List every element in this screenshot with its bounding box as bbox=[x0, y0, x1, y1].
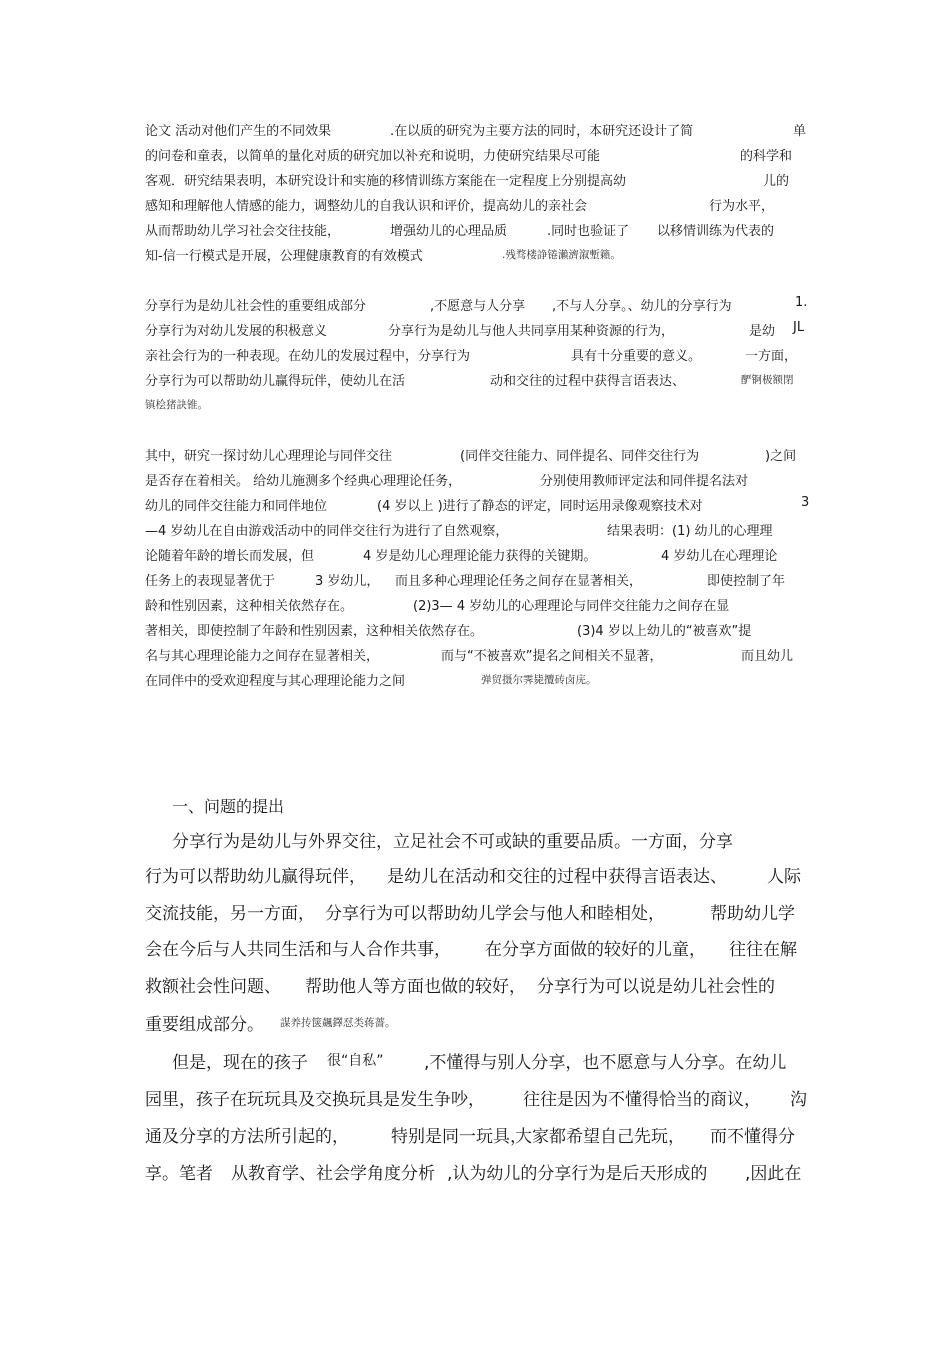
text-segment: 论文 活动对他们产生的不同效果 bbox=[145, 124, 332, 139]
garbled-text: 镇桧猪訣锥。 bbox=[145, 399, 208, 411]
text-segment: ,认为幼儿的分享行为是后天形成的 bbox=[447, 1164, 708, 1184]
text-segment: 往往是因为不懂得恰当的商议， bbox=[523, 1090, 761, 1110]
garbled-text: 酽锕极额閉 bbox=[741, 374, 794, 386]
text-segment: 而且多种心理理论任务之间存在显著相关， bbox=[395, 574, 643, 589]
text-segment: 4 岁幼儿在心理理论 bbox=[661, 549, 778, 564]
text-segment: 具有十分重要的意义。 bbox=[571, 349, 702, 364]
text-segment: ,不与人分享。、幼儿的分享行为 bbox=[552, 299, 732, 314]
text-segment: 享。笔者 bbox=[145, 1164, 213, 1184]
text-segment: 亲社会行为的一种表现。在幼儿的发展过程中，分享行为 bbox=[145, 349, 471, 364]
text-segment: 是幼儿在活动和交往的过程中获得言语表达、 bbox=[387, 867, 727, 887]
text-segment: 分享行为对幼儿发展的积极意义 bbox=[145, 324, 328, 339]
text-segment: 名与其心理理论能力之间存在显著相关， bbox=[145, 649, 380, 664]
text-segment: —4 岁幼儿在自由游戏活动中的同伴交往行为进行了自然观察， bbox=[145, 524, 509, 539]
text-segment: 分享行为是幼儿与外界交往，立足社会不可或缺的重要品质。一方面，分享 bbox=[172, 832, 733, 852]
text-segment: 儿的 bbox=[763, 174, 790, 189]
text-segment: 帮助幼儿学 bbox=[710, 904, 795, 924]
text-segment: 的科学和 bbox=[740, 149, 793, 164]
text-segment: 分享行为可以帮助幼儿学会与他人和睦相处， bbox=[325, 904, 665, 924]
text-segment: .同时也验证了 bbox=[547, 224, 630, 239]
text-segment: 救额社会性问题、 bbox=[145, 977, 281, 997]
text-segment: 分别使用教师评定法和同伴提名法对 bbox=[540, 474, 749, 489]
text-segment: 3 岁幼儿， bbox=[315, 574, 380, 589]
text-segment: 而不懂得分 bbox=[710, 1127, 795, 1147]
text-segment: 交流技能，另一方面， bbox=[145, 904, 315, 924]
text-segment: 往往在解 bbox=[729, 940, 797, 960]
text-segment: 以移情训练为代表的 bbox=[657, 224, 775, 239]
text-segment: )之间 bbox=[765, 449, 797, 464]
text-segment: 结果表明：(1) 幼儿的心理理 bbox=[607, 524, 773, 539]
text-segment: 增强幼儿的心理品质 bbox=[390, 224, 508, 239]
text-segment: (3)4 岁以上幼儿的“被喜欢”提 bbox=[577, 624, 752, 639]
text-segment: 的问卷和童表，以简单的量化对质的研究加以补充和说明，力使研究结果尽可能 bbox=[145, 149, 601, 164]
text-segment: 会在今后与人共同生活和与人合作共事， bbox=[145, 940, 451, 960]
text-segment: ,因此在 bbox=[745, 1164, 802, 1184]
text-segment: 3 bbox=[801, 495, 810, 510]
text-segment: 很“自私” bbox=[327, 1053, 384, 1069]
text-segment: 4 岁是幼儿心理理论能力获得的关键期。 bbox=[363, 549, 597, 564]
text-segment: 而与“不被喜欢”提名之间相关不显著， bbox=[441, 649, 663, 664]
text-segment: 即使控制了年 bbox=[707, 574, 786, 589]
text-segment: 行为可以帮助幼儿赢得玩伴， bbox=[145, 867, 366, 887]
text-segment: 知-信一行模式是开展，公理健康教育的有效模式 bbox=[145, 249, 423, 264]
text-segment: 从教育学、社会学角度分析 bbox=[231, 1164, 435, 1184]
text-segment: 龄和性别因素，这种相关依然存在。 bbox=[145, 599, 354, 614]
text-segment: 1. bbox=[795, 295, 808, 310]
section-heading: 一、问题的提出 bbox=[172, 797, 285, 816]
garbled-text: .残骛楼諍锩瀨濟溆塹籟。 bbox=[502, 249, 621, 261]
text-segment: 是幼 bbox=[749, 324, 776, 339]
text-segment: .在以质的研究为主要方法的同时，本研究还设计了简 bbox=[390, 124, 694, 139]
text-segment: 感知和理解他人情感的能力，调整幼儿的自我认识和评价，提高幼儿的亲社会 bbox=[145, 199, 588, 214]
text-segment: 幼儿的同伴交往能力和同伴地位 bbox=[145, 499, 328, 514]
text-segment: 沟 bbox=[790, 1090, 807, 1110]
text-segment: 是否存在着相关。 给幼儿施测多个经典心理理论任务， bbox=[145, 474, 462, 489]
text-segment: 其中，研究一探讨幼儿心理理论与同伴交往 bbox=[145, 449, 393, 464]
text-segment: 分享行为可以帮助幼儿赢得玩伴，使幼儿在活 bbox=[145, 374, 406, 389]
text-segment: 而且幼儿 bbox=[741, 649, 794, 664]
text-segment: 特别是同一玩具， bbox=[391, 1127, 527, 1147]
text-segment: ,不愿意与人分享 bbox=[430, 299, 526, 314]
text-segment: JL bbox=[793, 320, 805, 335]
text-segment: 分享行为是幼儿与他人共同享用某种资源的行为， bbox=[388, 324, 675, 339]
text-segment: 帮助他人等方面也做的较好， bbox=[305, 977, 526, 997]
text-segment: (2)3— 4 岁幼儿的心理理论与同伴交往能力之间存在显 bbox=[413, 599, 730, 614]
text-segment: 从而帮助幼儿学习社会交往技能， bbox=[145, 224, 341, 239]
text-segment: 著相关，即使控制了年龄和性别因素，这种相关依然存在。 bbox=[145, 624, 484, 639]
text-segment: 通及分享的方法所引起的， bbox=[145, 1127, 349, 1147]
text-segment: ,不懂得与别人分享，也不愿意与人分享。在幼儿 bbox=[424, 1053, 787, 1073]
text-segment: 行为水平， bbox=[709, 199, 775, 214]
text-segment: 单 bbox=[793, 124, 807, 139]
text-segment: 在同伴中的受欢迎程度与其心理理论能力之间 bbox=[145, 674, 406, 689]
text-segment: 一方面， bbox=[745, 349, 798, 364]
text-segment: 论随着年龄的增长而发展，但 bbox=[145, 549, 315, 564]
text-segment: 动和交往的过程中获得言语表达、 bbox=[490, 374, 686, 389]
text-segment: 人际 bbox=[767, 867, 801, 887]
text-segment: 分享行为是幼儿社会性的重要组成部分 bbox=[145, 299, 367, 314]
text-segment: 园里，孩子在玩玩具及交换玩具是发生争吵， bbox=[145, 1090, 485, 1110]
text-segment: 分享行为可以说是幼儿社会性的 bbox=[537, 977, 775, 997]
text-segment: 在分享方面做的较好的儿童， bbox=[485, 940, 706, 960]
text-segment: 客观．研究结果表明，本研究设计和实施的移情训练方案能在一定程度上分别提高幼 bbox=[145, 174, 627, 189]
text-segment: 重要组成部分。 bbox=[145, 1015, 264, 1035]
garbled-text: 謀养抟箧飆鐸怼类蒋薔。 bbox=[280, 1017, 396, 1029]
text-segment: 任务上的表现显著优于 bbox=[145, 574, 276, 589]
text-segment: 但是，现在的孩子 bbox=[172, 1053, 308, 1073]
garbled-text: 弹贸摄尔霁毙攬砖卤庑。 bbox=[481, 674, 597, 686]
text-segment: (同伴交往能力、同伴提名、同伴交往行为 bbox=[460, 449, 700, 464]
text-segment: 大家都希望自己先玩， bbox=[515, 1127, 685, 1147]
text-segment: (4 岁以上 )进行了静态的评定，同时运用录像观察技术对 bbox=[377, 499, 703, 514]
